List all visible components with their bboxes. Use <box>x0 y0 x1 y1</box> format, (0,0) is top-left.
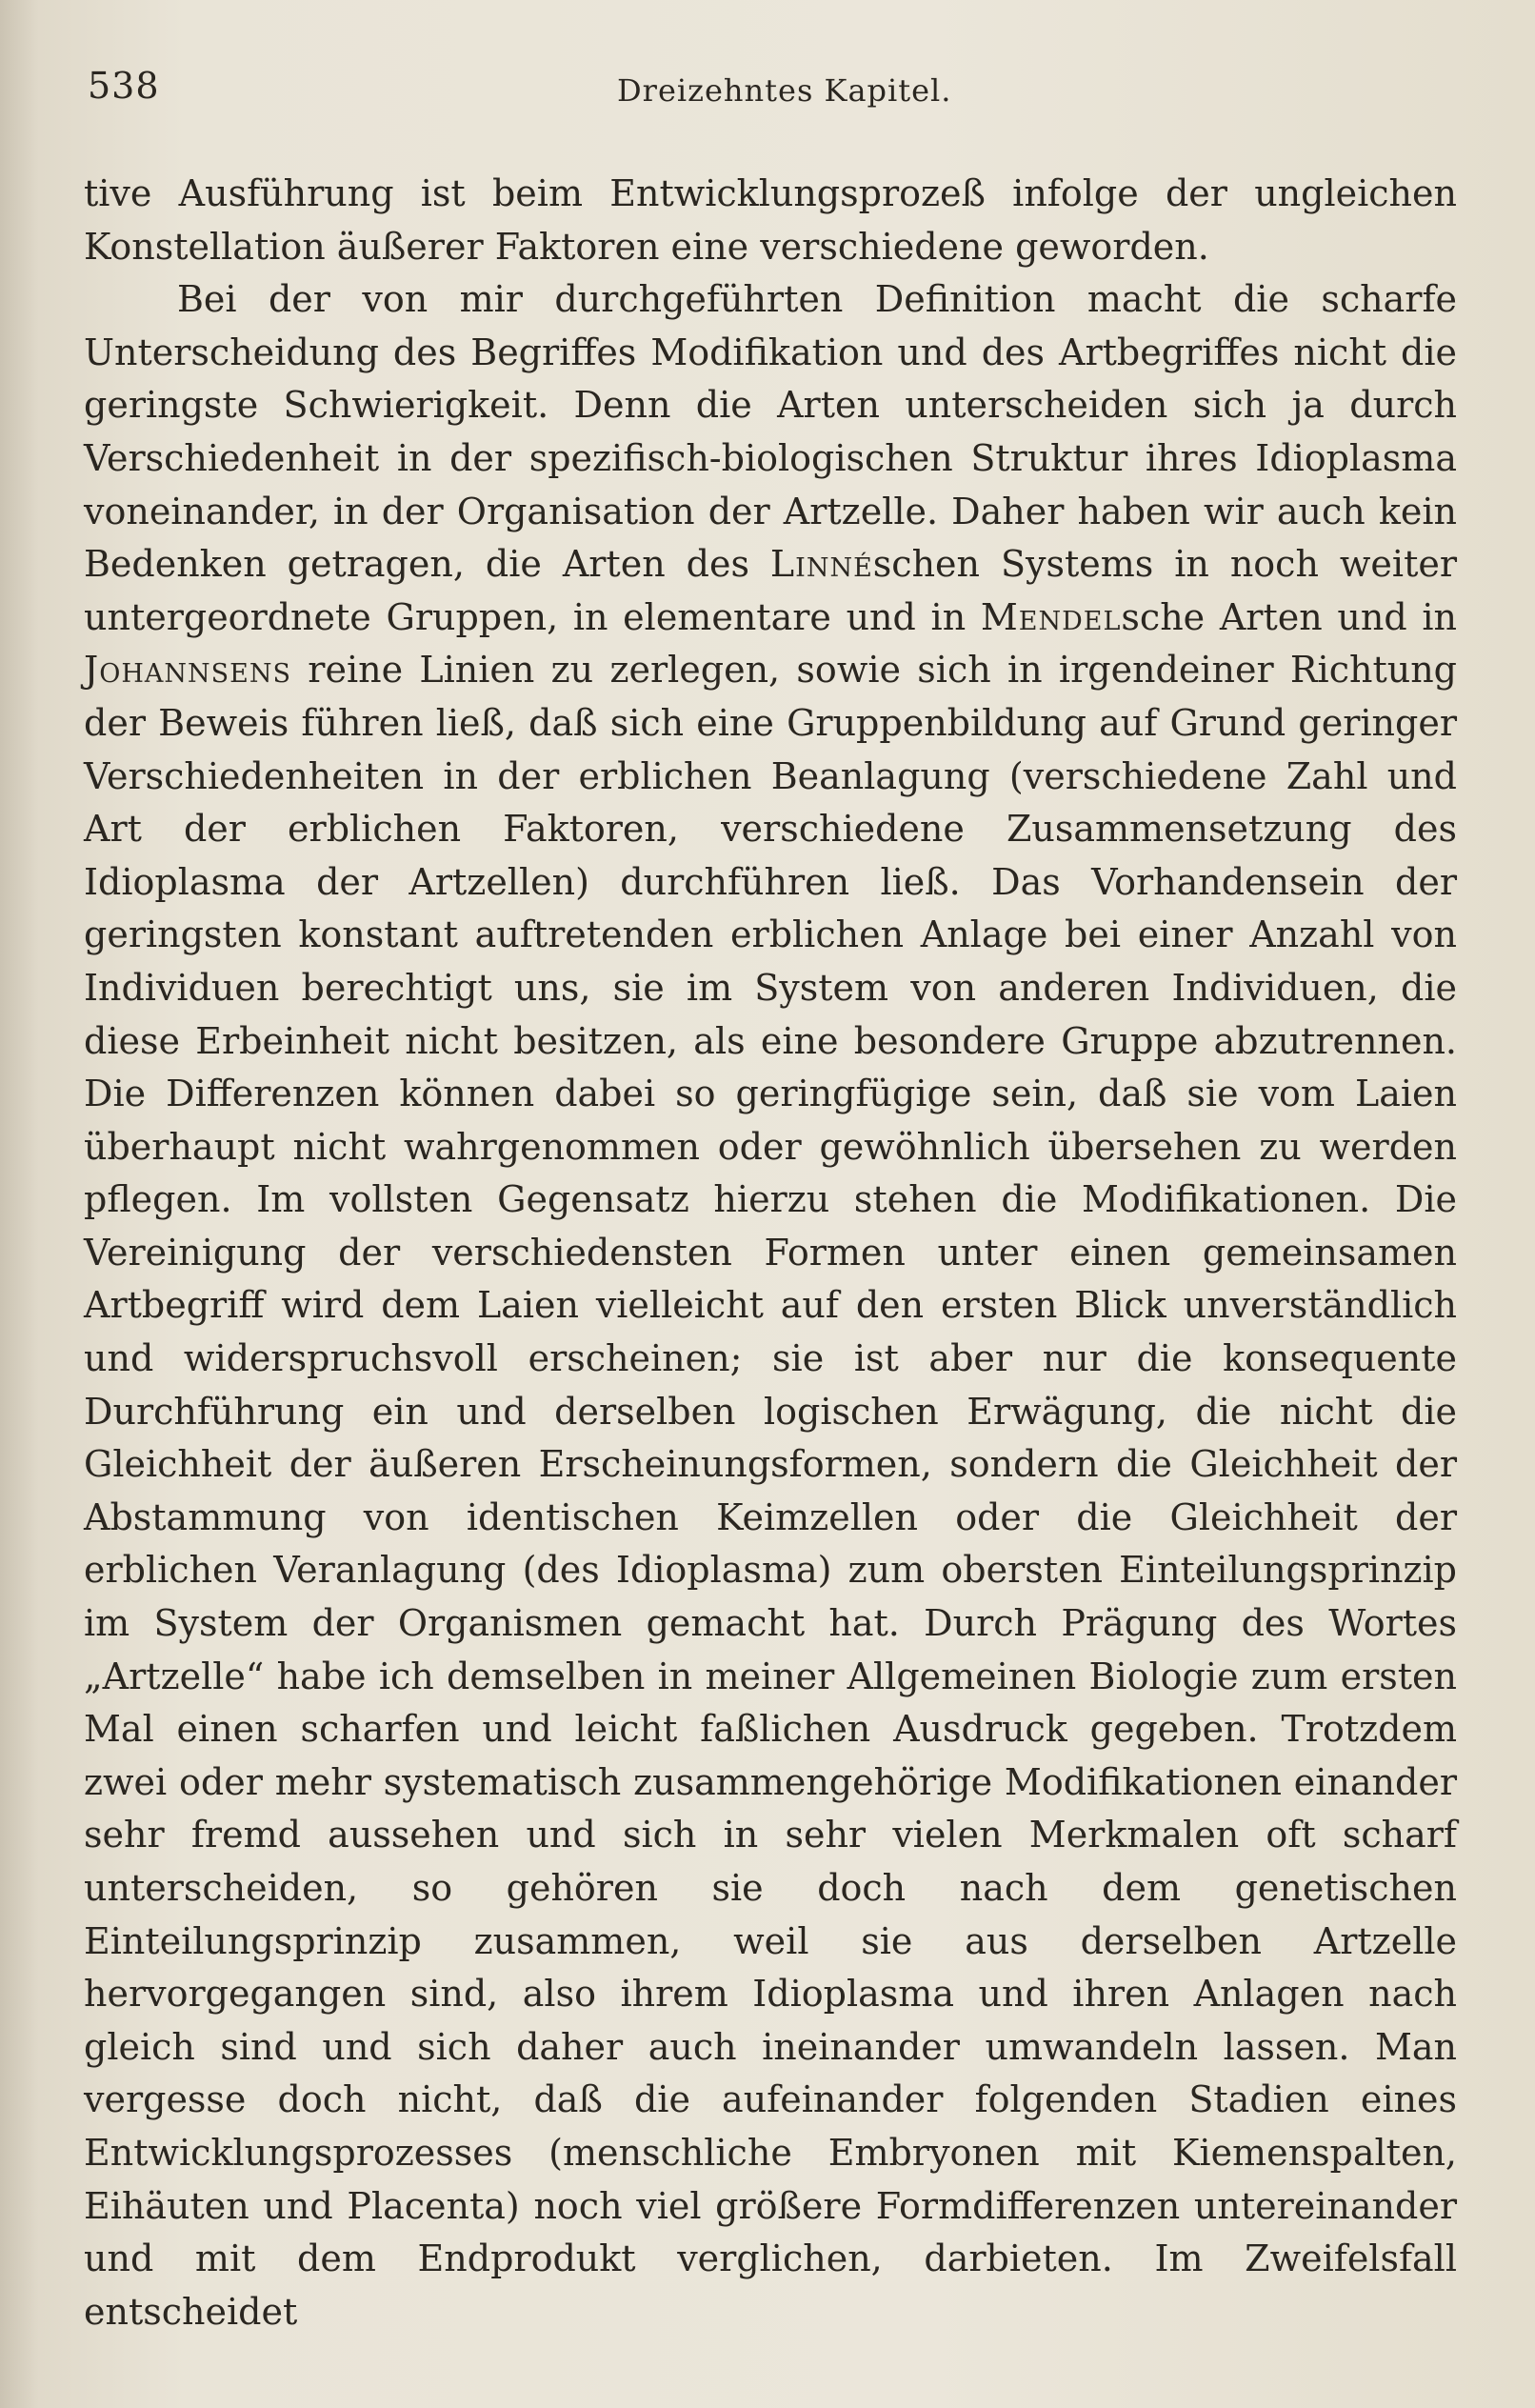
author-name-linne: Linné <box>769 543 873 586</box>
page-gutter-shadow <box>0 0 38 2408</box>
author-name-johannsen: Johannsens <box>84 649 291 692</box>
paragraph-text-segment: Bei der von mir durchgeführten Definition macht die scharfe Unterscheidung des Begriffes Modifikation und des Artbegriffes nicht die geringste Schwierigkeit. Denn die Arten unterscheiden sich ja durch Verschiedenheit in der spezifisch-biologischen Struktur ihres Idioplasma voneinander, in der Organisation der Artzelle. Daher haben wir auch kein Bedenken getragen, die Arten des <box>84 278 1457 586</box>
paragraph-continuation: tive Ausführung ist beim Entwicklungsprozeß infolge der ungleichen Konstellation äußerer Faktoren eine verschiedene geworden. <box>84 172 1457 268</box>
paragraph-text-segment: schen Systems in noch weiter untergeordnete Gruppen, in elementare und in <box>84 543 1457 638</box>
paragraph-text-segment: reine Linien zu zerlegen, sowie sich in irgendeiner Richtung der Beweis führen ließ, daß sich eine Gruppenbildung auf Grund geringer Verschiedenheiten in der erblichen Beanlagung (verschiedene Zahl und Art der erblichen Faktoren, verschiedene Zusammensetzung des Idioplasma der Artzellen) durchführen ließ. Das Vorhandensein der geringsten konstant auftretenden erblichen Anlage bei einer Anzahl von Individuen berechtigt uns, sie im System von anderen Individuen, die diese Erbeinheit nicht besitzen, als eine besondere Gruppe abzutrennen. Die Differenzen können dabei so geringfügige sein, daß sie vom Laien überhaupt nicht wahrgenommen oder gewöhnlich übersehen zu werden pflegen. Im vollsten Gegensatz hierzu stehen die Modifikationen. Die Vereinigung der verschiedensten Formen unter einen gemeinsamen Artbegriff wird dem Laien vielleicht auf den ersten Blick unverständlich und widerspruchsvoll erscheinen; sie ist aber nur die konsequente Durchführung ein und derselben logischen Erwägung, die nicht die Gleichheit der äußeren Erscheinungsformen, sondern die Gleichheit der Abstammung von identischen Keimzellen oder die Gleichheit der erblichen Veranlagung (des Idioplasma) zum obersten Einteilungsprinzip im System der Organismen gemacht hat. Durch Prägung des Wortes „Artzelle“ habe ich demselben in meiner Allgemeinen Biologie zum ersten Mal einen scharfen und leicht faßlichen Ausdruck gegeben. Trotzdem zwei oder mehr systematisch zusammengehörige Modifikationen einander sehr fremd aussehen und sich in sehr vielen Merkmalen oft scharf unterscheiden, so gehören sie doch nach dem genetischen Einteilungsprinzip zusammen, weil sie aus derselben Artzelle hervorgegangen sind, also ihrem Idioplasma und ihren Anlagen nach gleich sind und sich daher auch ineinander umwandeln lassen. Man vergesse doch nicht, daß die aufeinander folgenden Stadien eines Entwicklungsprozesses (menschliche Embryonen mit Kiemenspalten, Eihäuten und Placenta) noch viel größere Formdifferenzen untereinander und mit dem Endprodukt verglichen, darbieten. Im Zweifelsfall entscheidet <box>84 649 1457 2333</box>
paragraph-main <box>84 273 1457 2338</box>
page-number: 538 <box>88 65 160 107</box>
author-name-mendel: Mendel <box>980 595 1122 638</box>
body-text <box>84 168 1457 2338</box>
running-head: Dreizehntes Kapitel. <box>617 72 952 109</box>
paragraph-text-segment: sche Arten und in <box>1121 595 1457 638</box>
page-header <box>88 65 1449 122</box>
